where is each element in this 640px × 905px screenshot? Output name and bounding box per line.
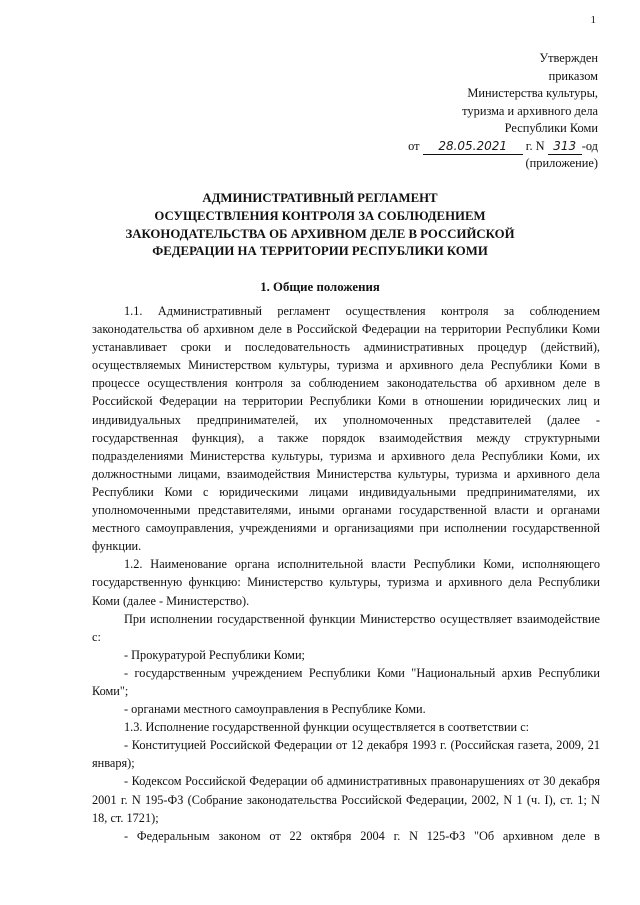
body-text [92, 302, 600, 845]
order-year-suffix: г. N [525, 138, 545, 153]
paragraph: При исполнении государственной функции Министерство осуществляет взаимодействие с: [92, 611, 600, 644]
handwritten-order-date: 28.05.2021 [423, 139, 523, 155]
list-item: - органами местного самоуправления в Республике Коми. [124, 702, 426, 717]
list-item: - Конституцией Российской Федерации от 12 декабря 1993 г. (Российская газета, 2009, 21 января); [92, 738, 600, 771]
approval-line: Министерства культуры, [467, 86, 598, 100]
order-suffix: -од [581, 138, 598, 153]
list-item: - государственным учреждением Республики Коми "Национальный архив Республики Коми"; [92, 665, 600, 698]
paragraph: 1.3. Исполнение государственной функции осуществляется в соответствии с: [124, 720, 530, 735]
page-number: 1 [590, 14, 596, 26]
title-line: ФЕДЕРАЦИИ НА ТЕРРИТОРИИ РЕСПУБЛИКИ КОМИ [152, 244, 488, 259]
order-line [358, 138, 598, 156]
approval-line: туризма и архивного дела [462, 103, 598, 118]
paragraph: 1.1. Административный регламент осуществления контроля за соблюдением законодательства об архивном деле в Российской Федерации на территории Республики Коми устанавливает сроки и последовательность административных процедур (действий), осуществляемых Министерством культуры, туризма и архивного дела Республики Коми в процессе осуществления контроля за соблюдением законодательства об архивном деле в Российской Федерации на территории Республики Коми в отношении юридических лиц и индивидуальных предпринимателей, их уполномоченных представителей (далее - государственная функция), а также порядок взаимодействия между структурными подразделениями Министерства культуры, туризма и архивного дела Республики Коми, их должностными лицами, взаимодействия Министерства культуры, туризма и архивного дела Республики Коми с юридическими лицами индивидуальными предпринимателями, их уполномоченными представителями, иными органами государственной власти и органами местного самоуправления, учреждениями и организациями при исполнении государственной функции. [92, 304, 600, 554]
list-item: - Прокуратурой Республики Коми; [124, 647, 305, 662]
order-prefix: от [408, 138, 420, 153]
approval-line: Республики Коми [504, 121, 598, 135]
document-title [80, 190, 560, 261]
title-line: ЗАКОНОДАТЕЛЬСТВА ОБ АРХИВНОМ ДЕЛЕ В РОССИЙСКОЙ [125, 226, 515, 241]
section-title: 1. Общие положения [260, 280, 380, 294]
approval-block [358, 50, 598, 173]
paragraph: 1.2. Наименование органа исполнительной власти Республики Коми, исполняющего государственную функцию: Министерство культуры, туризма и архивного дела Республики Коми (далее - Министерство). [92, 557, 600, 608]
handwritten-order-number: 313 [548, 139, 582, 155]
approval-line: Утвержден [539, 51, 598, 65]
title-line: АДМИНИСТРАТИВНЫЙ РЕГЛАМЕНТ [202, 191, 438, 205]
list-item: - Кодексом Российской Федерации об административных правонарушениях от 30 декабря 2001 г. N 195-ФЗ (Собрание законодательства Российской Федерации, 2002, N 1 (ч. I), ст. 1; N 18, ст. 1721); [92, 774, 600, 825]
title-line: ОСУЩЕСТВЛЕНИЯ КОНТРОЛЯ ЗА СОБЛЮДЕНИЕМ [154, 208, 486, 223]
list-item: - Федеральным законом от 22 октября 2004 г. N 125-ФЗ "Об архивном деле в [124, 828, 600, 843]
approval-line: приказом [548, 68, 598, 83]
attachment-note: (приложение) [525, 156, 598, 170]
